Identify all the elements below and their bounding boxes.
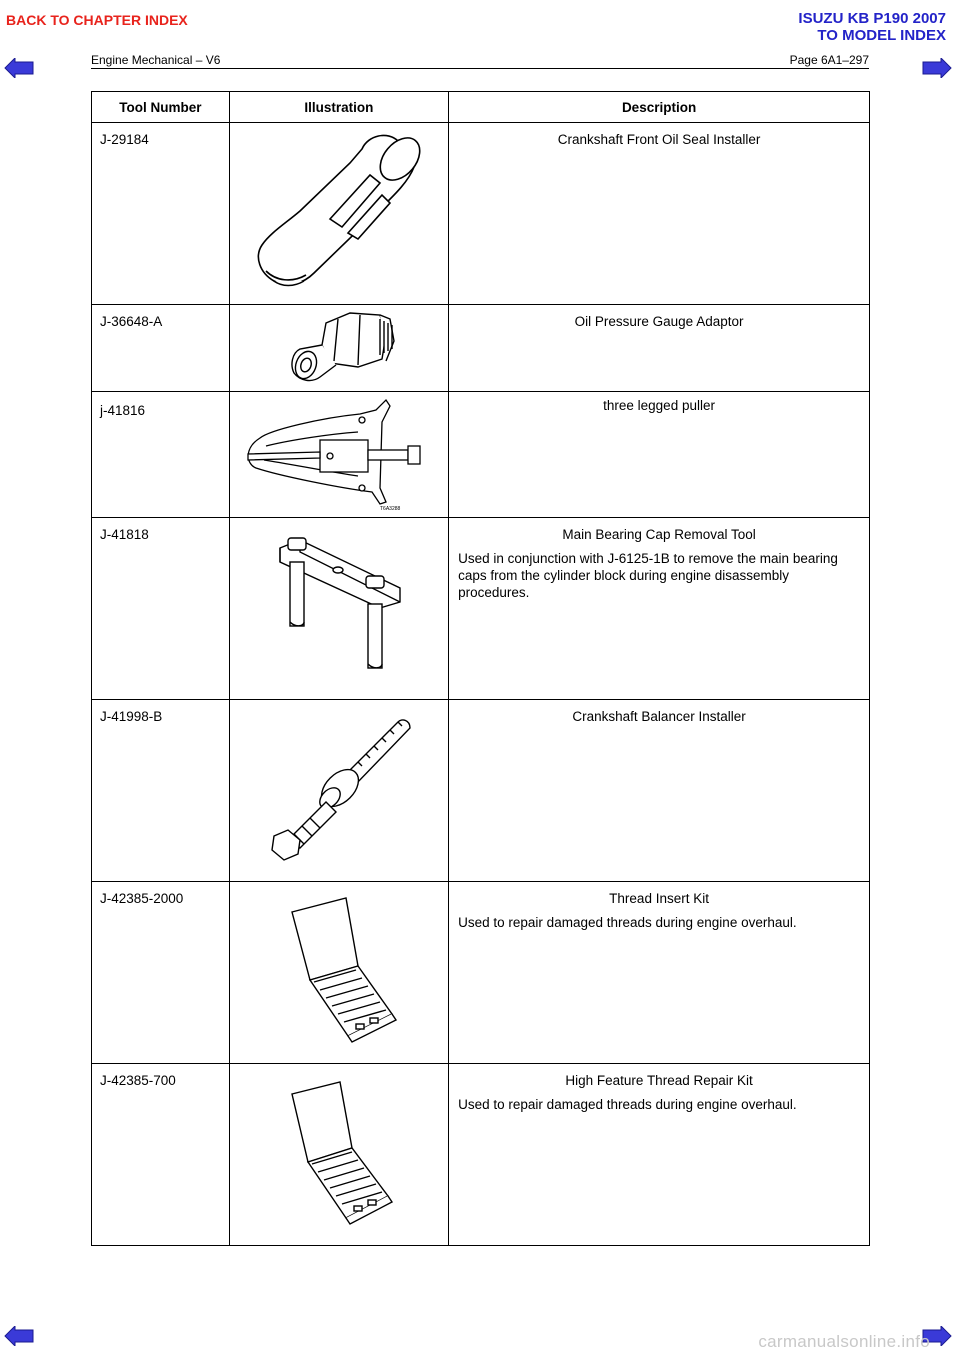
- illustration-cell: [229, 123, 448, 305]
- tool-number: J-42385-700: [100, 1073, 176, 1088]
- table-row: [92, 882, 870, 1064]
- image-tag: T6A3288: [379, 506, 400, 512]
- tool-description-body: Used to repair damaged threads during engine overhaul.: [458, 915, 797, 930]
- tool-description-title: Crankshaft Balancer Installer: [572, 709, 746, 724]
- thread-repair-kit-icon: [230, 1064, 449, 1246]
- table-row: [92, 305, 870, 392]
- illustration-cell: [229, 882, 448, 1064]
- tool-number: j-41816: [100, 403, 146, 418]
- tool-number: J-29184: [100, 132, 149, 147]
- tool-description-title: Oil Pressure Gauge Adaptor: [574, 314, 744, 329]
- table-row: [92, 518, 870, 700]
- tool-description-title: Thread Insert Kit: [609, 891, 709, 906]
- prev-page-arrow-icon[interactable]: [4, 1326, 34, 1346]
- model-index-link[interactable]: [798, 10, 946, 44]
- tool-number: J-41818: [100, 527, 149, 542]
- table-row: [92, 1064, 870, 1246]
- column-header-tool-number: Tool Number: [92, 92, 230, 123]
- tool-description-body: Used in conjunction with J-6125-1B to remove the main bearing caps from the cylinder block during engine disassembly procedures.: [458, 551, 838, 600]
- tool-number: J-41998-B: [100, 709, 163, 724]
- page-number: Page 6A1–297: [789, 53, 869, 67]
- column-header-description: Description: [449, 92, 870, 123]
- column-header-illustration: Illustration: [229, 92, 448, 123]
- thread-kit-icon: [230, 882, 449, 1064]
- watermark: carmanualsonline.info: [758, 1332, 930, 1351]
- tool-number: J-42385-2000: [100, 891, 184, 906]
- seal-installer-icon: [230, 123, 449, 305]
- table-row: [92, 123, 870, 305]
- illustration-cell: [229, 700, 448, 882]
- next-page-arrow-icon[interactable]: [922, 58, 952, 78]
- bearing-cap-tool-icon: [230, 518, 449, 700]
- header-divider: [91, 68, 869, 69]
- special-tools-table: [91, 91, 870, 1246]
- balancer-installer-icon: [230, 700, 449, 882]
- section-title: Engine Mechanical – V6: [91, 53, 221, 67]
- tool-description-title: High Feature Thread Repair Kit: [565, 1073, 753, 1088]
- table-row: [92, 392, 870, 518]
- prev-page-arrow-icon[interactable]: [4, 58, 34, 78]
- tool-description-title: three legged puller: [603, 398, 715, 413]
- tool-description-title: Crankshaft Front Oil Seal Installer: [557, 132, 761, 147]
- tool-description-title: Main Bearing Cap Removal Tool: [562, 527, 756, 542]
- puller-icon: [230, 392, 449, 518]
- model-title-line1: ISUZU KB P190 2007: [798, 10, 946, 27]
- illustration-cell: [229, 518, 448, 700]
- illustration-cell: [229, 305, 448, 392]
- gauge-adaptor-icon: [230, 305, 449, 392]
- model-title-line2: TO MODEL INDEX: [817, 27, 946, 44]
- illustration-cell: [229, 1064, 448, 1246]
- table-row: [92, 700, 870, 882]
- table-header-row: [92, 92, 870, 123]
- tool-description-body: Used to repair damaged threads during engine overhaul.: [458, 1097, 797, 1112]
- illustration-cell: [229, 392, 448, 518]
- back-to-chapter-index-link[interactable]: BACK TO CHAPTER INDEX: [6, 12, 188, 28]
- tool-number: J-36648-A: [100, 314, 163, 329]
